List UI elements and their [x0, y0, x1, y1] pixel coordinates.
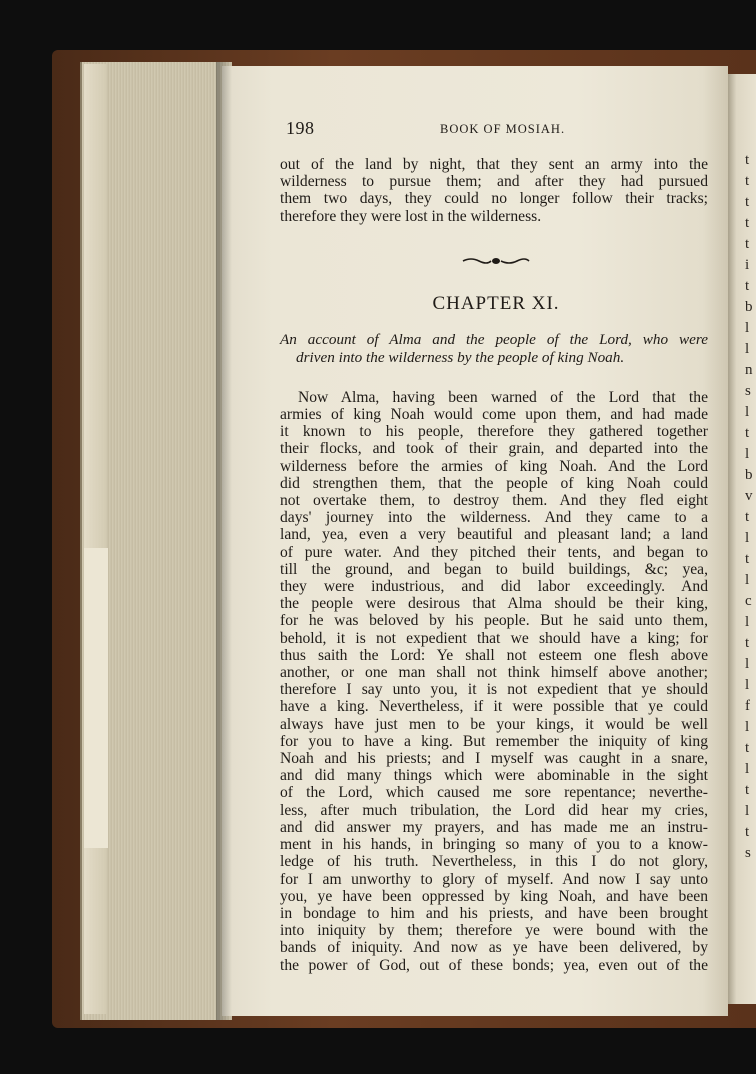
summary-line: driven into the wilderness by the people of king Noah.: [296, 348, 625, 366]
text-line: therefore they were lost in the wilderness.: [280, 207, 542, 225]
text-line: ment in his hands, in bringing so many of you to a know-: [280, 836, 708, 854]
text-line: for he was beloved by his people. But he said unto them,: [280, 612, 708, 630]
text-line: you, ye have been oppressed by king Noah, and have been: [280, 887, 708, 905]
text-line: thus saith the Lord: Ye shall not esteem one flesh above: [280, 646, 708, 664]
text-line: their flocks, and took of their grain, and departed into the: [280, 440, 708, 458]
text-line: the power of God, out of these bonds; yea, even out of the: [280, 956, 708, 974]
text-line: and did answer my prayers, and has made me an instru-: [280, 818, 708, 836]
text-line: armies of king Noah would come upon them, and had made: [280, 406, 708, 424]
text-line: of the Lord, which caused me sore repentance; neverthe-: [280, 784, 708, 802]
text-line: not overtake them, to destroy them. And they fled eight: [280, 492, 708, 510]
text-line: another, or one man shall not think himself above another;: [280, 664, 708, 682]
text-line: out of the land by night, that they sent an army into the: [280, 156, 708, 173]
text-line: ledge of his truth. Nevertheless, in this I do not glory,: [280, 853, 708, 871]
chapter-body: [280, 389, 712, 974]
page-edge-tab: [84, 548, 108, 848]
text-line: wilderness to pursue them; and after they had pursued: [280, 173, 708, 191]
summary-line: An account of Alma and the people of the Lord, who were: [280, 330, 708, 348]
page-number: 198: [286, 118, 315, 138]
text-line: bands of iniquity. And now as ye have been delivered, by: [280, 939, 708, 957]
running-head: [280, 118, 712, 142]
text-line: always have just men to be your kings, it would be well: [280, 715, 708, 733]
page-text: [280, 118, 712, 974]
text-line: in bondage to him and his priests, and have been brought: [280, 904, 708, 922]
chapter-heading: CHAPTER XI.: [432, 292, 560, 314]
text-line: for I am unworthy to glory of myself. And now I say unto: [280, 870, 708, 888]
text-line: did strengthen them, that the people of king Noah could: [280, 474, 708, 492]
running-head-title: BOOK OF MOSIAH.: [440, 122, 566, 136]
text-line: Noah and his priests; and I myself was caught in a snare,: [280, 750, 708, 768]
facing-page-letters: t t t t t i t b l l n s l t l b v t l t l c l t l l f l t l t l t s: [745, 152, 753, 861]
text-line: the people were desirous that Alma should be their king,: [280, 595, 708, 613]
text-line: till the ground, and began to build buildings, &c; yea,: [280, 560, 708, 578]
text-line: land, yea, even a very beautiful and pleasant land; a land: [280, 526, 708, 544]
text-line: into iniquity by them; therefore ye were bound with the: [280, 922, 708, 940]
text-line: therefore I say unto you, it is not expedient that ye should: [280, 681, 708, 699]
text-line: of pure water. And they pitched their tents, and began to: [280, 543, 708, 561]
text-line: it known to his people, therefore they gathered together: [280, 423, 708, 441]
chapter-summary: [280, 331, 712, 367]
text-line: less, after much tribulation, the Lord did hear my cries,: [280, 801, 708, 819]
text-line: days' journey into the wilderness. And they came to a: [280, 509, 708, 527]
gutter-shadow: [216, 62, 232, 1020]
text-line: they were industrious, and did labor exceedingly. And: [280, 578, 708, 596]
page-edge-strip: [84, 64, 106, 1014]
text-line: Now Alma, having been warned of the Lord that the: [298, 388, 708, 406]
text-line: wilderness before the armies of king Noah. And the Lord: [280, 457, 708, 475]
ornament-flourish-icon: [461, 255, 531, 267]
text-line: for you to have a king. But remember the iniquity of king: [280, 732, 708, 750]
text-line: them two days, they could no longer follow their tracks;: [280, 190, 708, 208]
text-line: and did many things which were abominable in the sight: [280, 767, 708, 785]
continued-paragraph: [280, 156, 712, 225]
ornament-divider: [280, 255, 712, 271]
text-line: have a king. Nevertheless, if it were possible that ye could: [280, 698, 708, 716]
text-line: behold, it is not expedient that we should have a king; for: [280, 629, 708, 647]
